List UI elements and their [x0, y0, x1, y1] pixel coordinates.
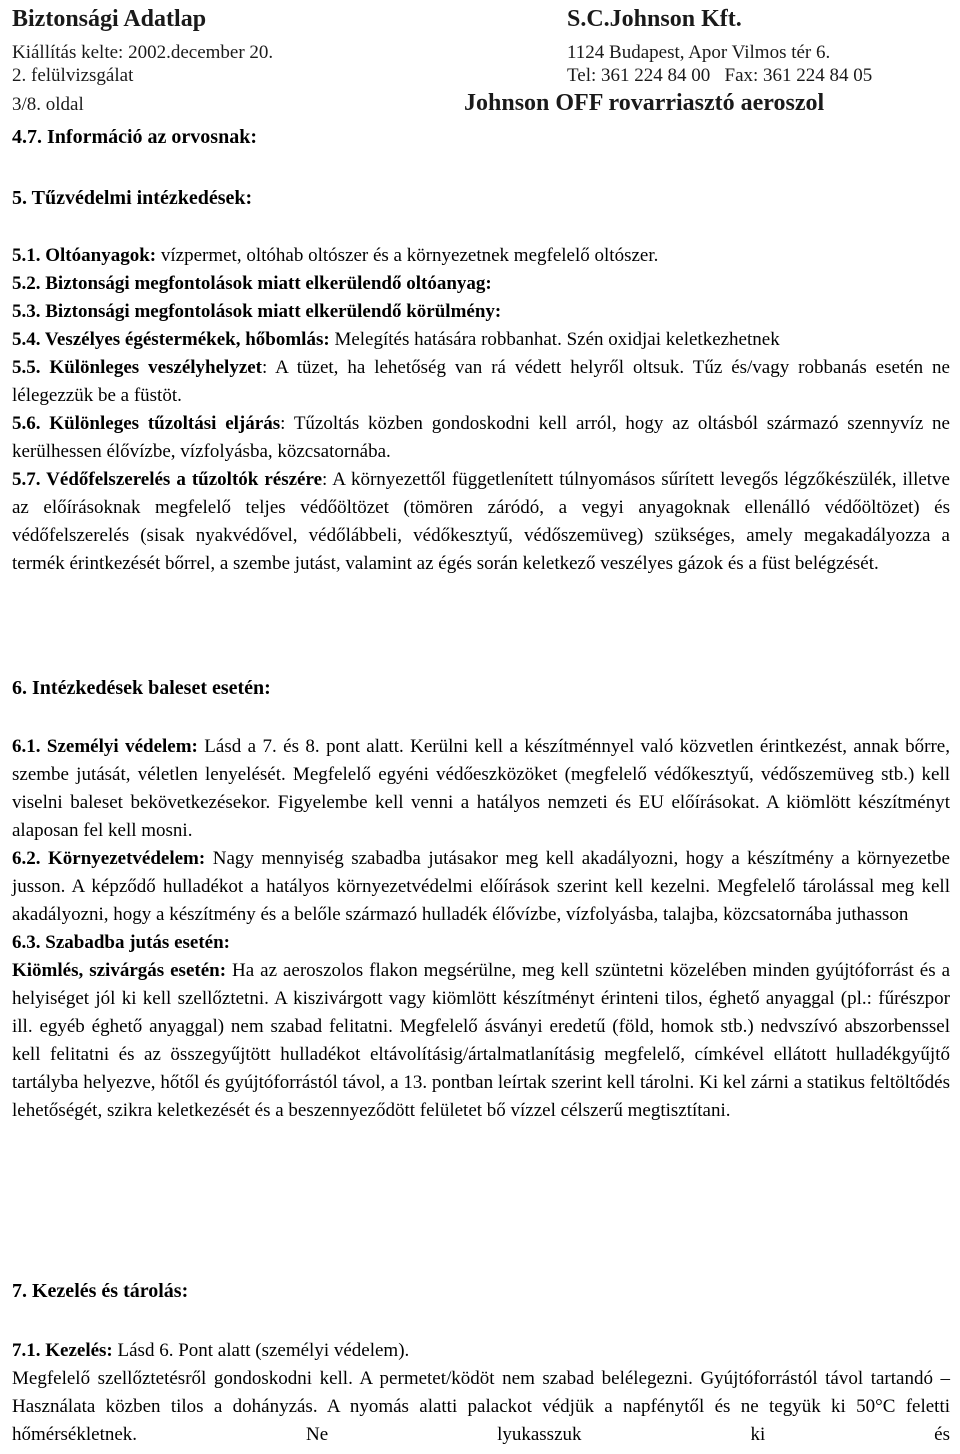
section-5-body [12, 242, 950, 578]
item-5-1-label: 5.1. Oltóanyagok: [12, 245, 157, 266]
sheet-title: Biztonsági Adatlap [12, 6, 207, 32]
item-5-3-label: 5.3. Biztonsági megfontolások miatt elkerülendő körülmény: [12, 301, 502, 322]
item-6-2-text: Nagy mennyiség szabadba jutásakor meg kell akadályozni, hogy a készítmény a környezetbe jusson. A képződő hulladékot a hatályos környezetvédelmi előírások szerint kell kezelni. Megfelelő tárolással meg kell akadályozni, hogy a készítmény és a belőle származó hulladék élővízbe, vízfolyásba, talajba, közcsatornába juthasson [12, 848, 950, 925]
item-5-7-text: : A környezettől függetlenített túlnyomásos sűrített levegős légzőkészülék, illetve az előírásoknak megfelelő teljes védőöltözet (tömören záródó, a vegyi anyagoknak ellenálló védőöltözet) és védőfelszerelés (sisak nyakvédővel, védőlábbeli, védőkesztyű, védőszemüveg) szükséges, amely megakadályozza a termék érintkezését bőrrel, a szembe jutást, valamint az égés során keletkező veszélyes gázok és a füst belégzését. [12, 469, 950, 574]
item-6-3-label: 6.3. Szabadba jutás esetén: [12, 932, 230, 953]
document-header [12, 0, 950, 124]
company-name: S.C.Johnson Kft. [567, 6, 742, 32]
item-5-6-label: 5.6. Különleges tűzoltási eljárás [12, 413, 281, 434]
section-7-heading: 7. Kezelés és tárolás: [12, 1280, 189, 1302]
section-5-heading: 5. Tűzvédelmi intézkedések: [12, 187, 253, 209]
item-6-3-text: Ha az aeroszolos flakon megsérülne, meg kell szüntetni közelében minden gyújtóforrást és a helyiséget jól ki kell szellőztetni. A kiszivárgott vagy kiömlött készítményt érinteni tilos, éghető anyaggal (pl.: fűrészpor ill. egyéb éghető anyaggal) nem szabad felitatni. Megfelelő ásványi eredetű (föld, homok stb.) nedvszívó abszorbenssel kell felitatni és az összegyűjtött hulladékot eltávolításig/ártalmatlanításig megfelelő, címkével ellátott hulladékgyűjtő tartályba helyezve, hőtől és gyújtóforrástól távol, a 13. pontban leírtak szerint kell tárolni. Ki kel zárni a statikus feltöltődés lehetőségét, szikra keletkezését és a beszennyeződött felületet bő vízzel célszerű megtisztítani. [12, 960, 950, 1121]
product-name: Johnson OFF rovarriasztó aeroszol [464, 90, 825, 116]
section-4-7-heading: 4.7. Információ az orvosnak: [12, 126, 257, 148]
item-6-3-sub-label: Kiömlés, szivárgás esetén: [12, 960, 227, 981]
item-6-1-label: 6.1. Személyi védelem: [12, 736, 198, 757]
section-6-body [12, 733, 950, 1125]
item-6-1-text: Lásd a 7. és 8. pont alatt. Kerülni kell a készítménnyel való közvetlen érintkezést, annak bőrre, szembe jutását, véletlen lenyelését. Megfelelő egyéni védőeszközöket (megfelelő védőkesztyű, védőszemüveg stb.) kell viselni baleset bekövetkezésekor. Figyelembe kell venni a hatályos nemzeti és EU előírásokat. A kiömlött készítményt alaposan fel kell mosni. [12, 736, 950, 841]
item-7-1-text: Lásd 6. Pont alatt (személyi védelem). [112, 1340, 410, 1361]
item-5-7-label: 5.7. Védőfelszerelés a tűzoltók részére [12, 469, 323, 490]
issue-date: Kiállítás kelte: 2002.december 20. [12, 42, 274, 63]
item-5-6-text: : Tűzoltás közben gondoskodni kell arról, hogy az oltásból származó szennyvíz ne kerülhessen élővízbe, vízfolyásba, közcsatornába. [12, 413, 950, 462]
item-5-2-label: 5.2. Biztonsági megfontolások miatt elkerülendő oltóanyag: [12, 273, 492, 294]
item-5-4-text: Melegítés hatására robbanhat. Szén oxidjai keletkezhetnek [329, 329, 780, 350]
revision-label: 2. felülvizsgálat [12, 65, 134, 86]
page-number: 3/8. oldal [12, 94, 84, 115]
company-address: 1124 Budapest, Apor Vilmos tér 6. [567, 42, 831, 63]
section-6-heading: 6. Intézkedések baleset esetén: [12, 677, 271, 699]
item-5-5-label: 5.5. Különleges veszélyhelyzet [12, 357, 263, 378]
document-page [12, 0, 950, 1445]
item-5-4-label: 5.4. Veszélyes égéstermékek, hőbomlás: [12, 329, 330, 350]
item-7-1-paragraph: Megfelelő szellőztetésről gondoskodni kell. A permetet/ködöt nem szabad belélegezni. Gyújtóforrástól távol tartandó – Használata közben tilos a dohányzás. A nyomás alatti palackot védjük a napfénytől és ne tegyük ki 50°C feletti hőmérsékletnek. Ne lyukasszuk ki és [12, 1368, 950, 1445]
item-5-5-text: : A tüzet, ha lehetőség van rá védett helyről oltsuk. Tűz és/vagy robbanás esetén ne lélegezzük be a füstöt. [12, 357, 950, 406]
item-6-2-label: 6.2. Környezetvédelem: [12, 848, 206, 869]
item-7-1-label: 7.1. Kezelés: [12, 1340, 113, 1361]
contact-phone: Tel: 361 224 84 00 Fax: 361 224 84 05 [567, 65, 873, 86]
item-5-1-text: vízpermet, oltóhab oltószer és a környezetnek megfelelő oltószer. [156, 245, 659, 266]
section-7-body [12, 1337, 950, 1449]
